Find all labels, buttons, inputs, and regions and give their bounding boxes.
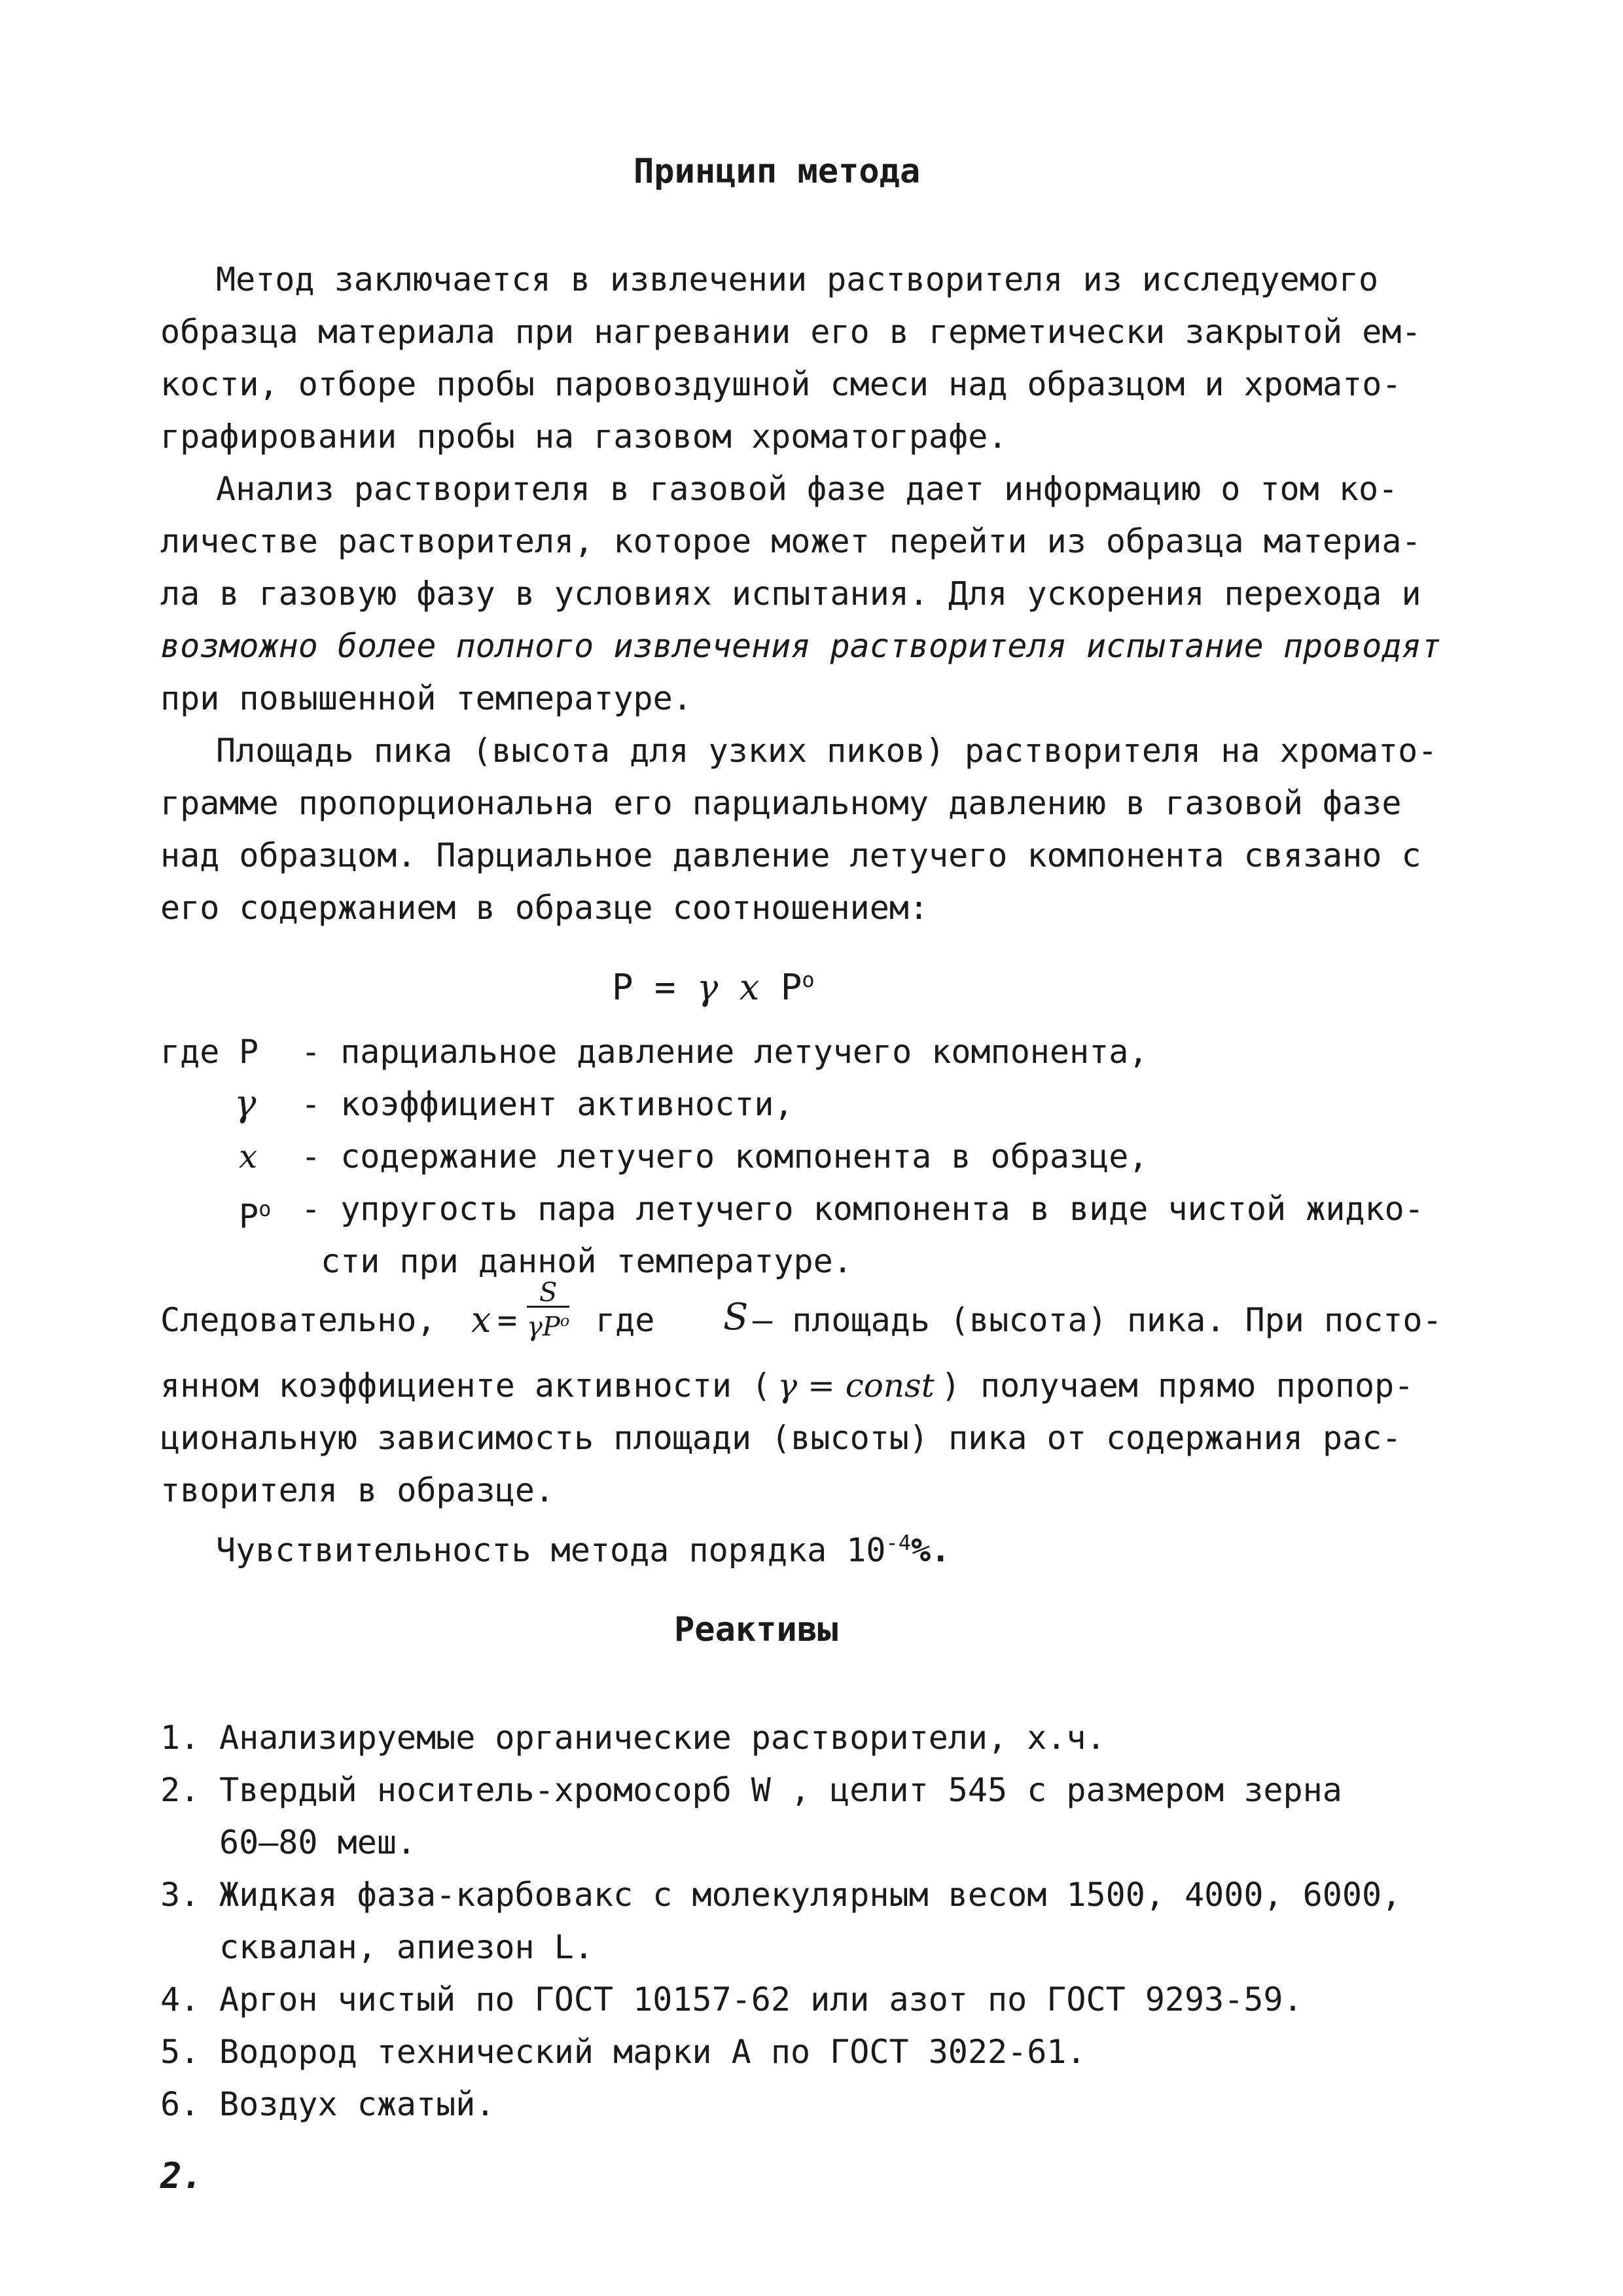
consequence-prefix: Следовательно, bbox=[160, 1301, 437, 1339]
section-heading-principle: Принцип метода bbox=[633, 152, 921, 191]
para3-line-1: Площадь пика (высота для узких пиков) растворителя на хромато- bbox=[216, 732, 1438, 770]
reagent-num-6: 6. bbox=[160, 2085, 200, 2123]
fraction-numerator: S bbox=[527, 1280, 569, 1308]
para3-line-2: грамме пропорциональна его парциальному давлению в газовой фазе bbox=[160, 784, 1402, 822]
def-symbol-p: P bbox=[239, 1033, 259, 1071]
reagent-num-5: 5. bbox=[160, 2033, 200, 2071]
para3-line-3: над образцом. Парциальное давление летучего компонента связано с bbox=[160, 836, 1421, 874]
reagent-text-3a: Жидкая фаза-карбовакс с молекулярным весом 1500, 4000, 6000, bbox=[219, 1876, 1402, 1914]
para2-line-4: возможно более полного извлечения растворителя испытание проводят bbox=[160, 627, 1441, 665]
formula-main bbox=[612, 957, 815, 1011]
reagent-text-3b: сквалан, апиезон L. bbox=[219, 1928, 594, 1966]
formula-gamma: γ bbox=[697, 967, 719, 1008]
formula-lhs: P = bbox=[612, 967, 698, 1008]
para1-line-1: Метод заключается в извлечении растворителя из исследуемого bbox=[216, 260, 1379, 298]
def-text-p: - парциальное давление летучего компонента, bbox=[301, 1033, 1149, 1071]
para1-line-2: образца материала при нагревании его в герметически закрытой ем- bbox=[160, 313, 1421, 351]
para2-line-5: при повышенной температуре. bbox=[160, 679, 692, 717]
def-symbol-x: x bbox=[239, 1138, 258, 1175]
reagent-num-3: 3. bbox=[160, 1876, 200, 1914]
reagent-text-2a: Твердый носитель-хромосорб W , целит 545 с размером зерна bbox=[219, 1771, 1342, 1809]
formula-x: x bbox=[739, 967, 760, 1008]
para2-line-3: ла в газовую фазу в условиях испытания. Для ускорения перехода и bbox=[160, 575, 1421, 613]
def-symbol-gamma: γ bbox=[234, 1083, 257, 1125]
fraction-denominator: $\gamma P^o$ bbox=[527, 1312, 570, 1342]
reagent-num-2: 2. bbox=[160, 1771, 200, 1809]
def-text-gamma: - коэффициент активности, bbox=[301, 1085, 794, 1123]
def-symbol-p0: $P^o$ bbox=[239, 1196, 272, 1236]
consequence-where: где bbox=[596, 1301, 655, 1339]
reagent-text-4: Аргон чистый по ГОСТ 10157-62 или азот по ГОСТ 9293-59. bbox=[219, 1981, 1303, 2018]
reagent-num-4: 4. bbox=[160, 1981, 200, 2018]
formula-p: P bbox=[759, 967, 802, 1008]
reagent-text-2b: 60–80 меш. bbox=[219, 1823, 417, 1861]
consequence-line4: творителя в образце. bbox=[160, 1471, 555, 1509]
const-expression: γ = const bbox=[777, 1367, 935, 1405]
reagent-text-6: Воздух сжатый. bbox=[219, 2085, 495, 2123]
consequence-x: x bbox=[471, 1299, 491, 1340]
reagent-text-5: Водород технический марки А по ГОСТ 3022-61. bbox=[219, 2033, 1086, 2071]
consequence-s: S bbox=[723, 1296, 749, 1338]
consequence-fraction bbox=[527, 1280, 569, 1340]
reagent-text-1: Анализируемые органические растворители, х.ч. bbox=[219, 1719, 1106, 1757]
formula-p-sup: o bbox=[802, 967, 815, 992]
reagent-num-1: 1. bbox=[160, 1719, 200, 1757]
def-text-p0-cont: сти при данной температуре. bbox=[321, 1242, 853, 1280]
def-text-x: - содержание летучего компонента в образце, bbox=[301, 1138, 1149, 1175]
para1-line-4: графировании пробы на газовом хроматографе. bbox=[160, 418, 1008, 456]
para1-line-3: кости, отборе пробы паровоздушной смеси над образцом и хромато- bbox=[160, 365, 1402, 403]
para3-line-4: его содержанием в образце соотношением: bbox=[160, 889, 929, 927]
sensitivity-line: Чувствительность метода порядка $10^{-4}\%$. bbox=[216, 1530, 951, 1570]
where-label: где bbox=[160, 1033, 220, 1071]
consequence-eq: = bbox=[497, 1301, 518, 1339]
para2-line-2: личестве растворителя, которое может перейти из образца материа- bbox=[160, 522, 1421, 560]
page-number: 2. bbox=[160, 2155, 204, 2197]
para2-line-1: Анализ растворителя в газовой фазе дает информацию о том ко- bbox=[216, 470, 1399, 508]
def-text-p0: - упругость пара летучего компонента в виде чистой жидко- bbox=[301, 1190, 1424, 1228]
consequence-line2: янном коэффициенте активности ( γ = const ) получаем прямо пропор- bbox=[160, 1367, 1414, 1405]
consequence-suffix: – площадь (высота) пика. При посто- bbox=[753, 1301, 1442, 1339]
consequence-line3: циональную зависимость площади (высоты) пика от содержания рас- bbox=[160, 1419, 1402, 1457]
section-heading-reagents: Реактивы bbox=[674, 1610, 838, 1649]
